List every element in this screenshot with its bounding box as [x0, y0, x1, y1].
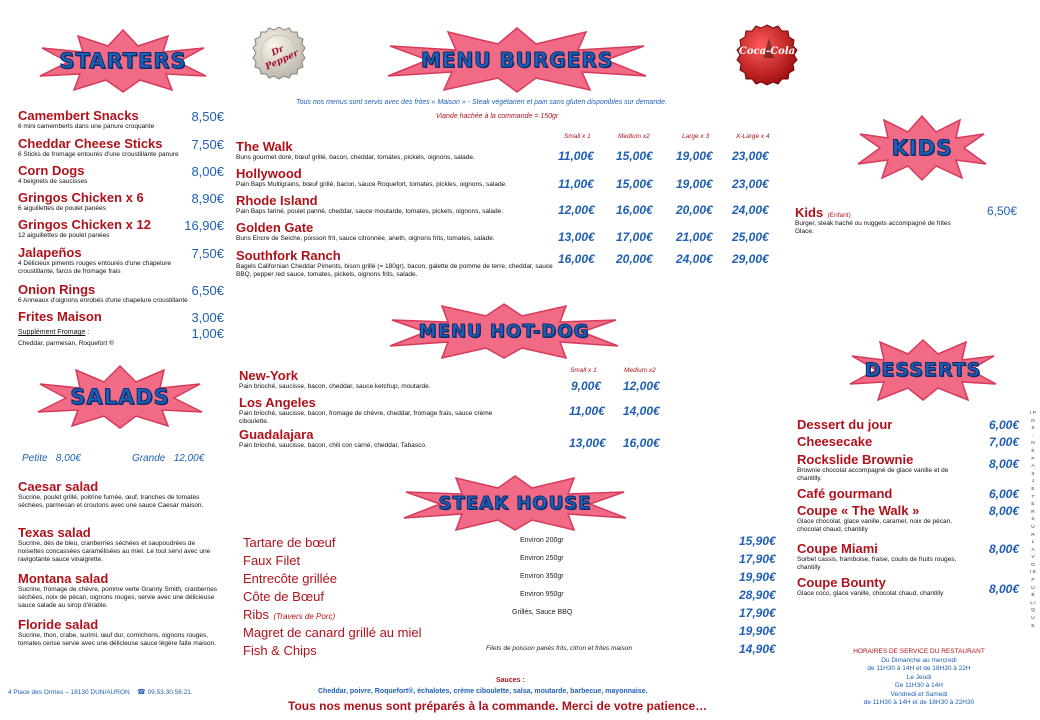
list-item [797, 576, 1019, 600]
kids-item [795, 204, 1021, 236]
item-desc: Pain Baps Multigrains, bœuf grillé, bacon, sauce Roquefort, tomates, pickles, oignons, salade. [236, 181, 507, 188]
hours-line: de 11H30 à 14H et de 18H30 à 22H30 [863, 699, 975, 706]
list-item [18, 480, 218, 526]
item-name: Rhode Island [236, 193, 318, 208]
item-price: 16,00€ [616, 203, 653, 217]
item-tag: (Enfant) [827, 212, 851, 219]
item-desc: Sucrine, dés de bleu, cranberries séchées et saupoudrées de noisettes concassées caramélisées au miel. Le tout servi avec une ravigotante sauce vinaigrette. [18, 540, 211, 563]
item-price: 17,00€ [616, 230, 653, 244]
steaks-list [243, 534, 783, 660]
item-price: 8,00€ [988, 542, 1019, 556]
item-price: 8,50€ [191, 109, 224, 124]
item-price: 28,90€ [739, 588, 776, 602]
item-price: 8,00€ [191, 164, 224, 179]
item-name: Golden Gate [236, 220, 314, 235]
list-item [239, 428, 669, 454]
item-name: Coupe Miami [797, 541, 878, 556]
item-price: 7,00€ [988, 435, 1019, 449]
item-price: 11,00€ [558, 149, 594, 163]
item-price: 11,00€ [569, 404, 605, 418]
item-price: 6,00€ [988, 487, 1019, 501]
item-desc: 6 Sticks de fromage entourés d'une croustillante panure [18, 151, 179, 158]
item-desc: Bagels Californian Cheddar Piments, bison grillé (= 180gr), bacon, galette de pomme de terre, cheddar, sauce BBQ, pepper red sauce, tomates, pickels, oignons frits, salade. [236, 263, 553, 278]
hours-line: de 11H30 à 14H et de 18H30 à 22H [867, 665, 971, 672]
item-desc: Pain brioché, saucisse, bacon, chili con carné, cheddar, Tabasco. [239, 442, 427, 449]
drpepper-logo [252, 26, 306, 80]
hotdog-heading [388, 302, 620, 360]
item-price: 14,90€ [739, 642, 776, 656]
item-price: 9,00€ [571, 379, 602, 393]
item-price: 8,00€ [988, 582, 1019, 596]
item-desc: 4 beignets de saucisses [18, 178, 88, 185]
steak-title: STEAK HOUSE [438, 492, 592, 514]
size-label: Grande [132, 453, 166, 464]
item-desc: Burger, steak haché ou nuggets accompagné de frites Glace. [795, 220, 951, 235]
item-price: 6,00€ [988, 418, 1019, 432]
item-price: 11,00€ [558, 177, 594, 191]
hours-line: Du Dimanche au mercredi [881, 656, 957, 664]
salads-heading [36, 364, 204, 430]
list-item [236, 249, 784, 283]
sauces-title: Sauces : [496, 677, 525, 684]
list-item [18, 191, 224, 218]
item-desc: Sucrine, fromage de chèvre, pomme verte Granny Smith, cranberries séchées, noix de pécan, oignons rouges, servie avec une délicieuse sauce salade au sirop d'érable. [18, 586, 218, 609]
item-name: Cheddar Cheese Sticks [18, 136, 163, 151]
item-price: 29,00€ [732, 252, 769, 266]
list-item [243, 606, 783, 624]
item-desc: Pain Baps fariné, poulet panné, cheddar, sauce moutarde, tomates, pickels, oignons, salade. [236, 208, 504, 215]
item-desc: 4 Délicieux piments rouges entourés d'une chapelure croustillante, farcis de fromage frais [18, 260, 172, 275]
sauces-list: Cheddar, poivre, Roquefort®, échalotes, crème ciboulette, salsa, moutarde, barbecue, mayonnaise. [318, 688, 648, 695]
item-name: Ribs [243, 607, 270, 622]
starters-heading [38, 28, 208, 94]
item-price: 12,00€ [623, 379, 660, 393]
list-item [236, 167, 784, 194]
steak-heading [402, 474, 628, 532]
list-item [243, 642, 783, 660]
item-name: Los Angeles [239, 395, 316, 410]
item-name: Cheesecake [797, 434, 873, 449]
hours-line: Le Jeudi [906, 673, 932, 681]
item-name: Frites Maison [18, 309, 102, 324]
supplement-item [18, 328, 224, 352]
item-price: 13,00€ [558, 230, 595, 244]
item-price: 8,00€ [988, 504, 1019, 518]
item-name: Faux Filet [243, 553, 301, 568]
address-text: 4 Place des Ormes – 18130 DUN/AURON [8, 689, 130, 696]
item-price: 20,00€ [616, 252, 653, 266]
item-desc: Sucrine, poulet grillé, poitrine fumée, œuf, tranches de tomates séchées, parmesan et croutons avec une sauce Caesar maison. [18, 494, 204, 509]
cocacola-text: Coca-Cola [738, 46, 796, 57]
burgers-heading [386, 26, 648, 94]
list-item [797, 435, 1019, 453]
item-name: Côte de Bœuf [243, 589, 324, 604]
list-item [18, 218, 224, 246]
item-price: 23,00€ [732, 177, 769, 191]
item-price: 19,00€ [676, 177, 713, 191]
list-item [797, 542, 1019, 576]
item-name: Fish & Chips [243, 643, 317, 658]
cocacola-logo [736, 24, 798, 86]
item-name: Jalapeños [18, 245, 82, 260]
item-price: 16,00€ [558, 252, 595, 266]
hotdog-size-header: Small x 1 [570, 367, 597, 374]
salads-title: SALADS [70, 385, 170, 409]
item-name: Caesar salad [18, 479, 99, 494]
list-item [18, 109, 224, 137]
item-name: Onion Rings [18, 282, 96, 297]
item-name: Southfork Ranch [236, 248, 341, 263]
kids-heading [856, 114, 988, 182]
item-name: Magret de canard grillé au miel [243, 625, 422, 640]
item-detail: Environ 350gr [520, 573, 564, 580]
item-desc: Glace chocolat, glace vanille, caramel, noix de pécan, chocolat chaud, chantilly [797, 518, 953, 533]
list-item [797, 418, 1019, 435]
list-item [18, 618, 218, 664]
item-name: New-York [239, 368, 298, 383]
starters-list [18, 109, 224, 352]
size-label: Petite [22, 453, 48, 464]
size-price: 12,00€ [173, 453, 205, 464]
item-price: 21,00€ [676, 230, 713, 244]
item-desc: Buns gourmet doré, bœuf grillé, bacon, cheddar, tomates, pickels, oignons, salade. [236, 154, 475, 161]
item-name: Kids [795, 205, 824, 220]
item-price: 19,00€ [676, 149, 713, 163]
supplement-colon: : [85, 329, 90, 336]
item-name: Floride salad [18, 617, 99, 632]
item-desc: 6 mini camemberts dans une panure croquante [18, 123, 155, 130]
item-price: 19,90€ [739, 624, 776, 638]
item-desc: 6 aiguillettes de poulet panées [18, 205, 106, 212]
burger-size-header: Large x 3 [682, 133, 710, 140]
list-item [243, 534, 783, 552]
list-item [236, 140, 784, 167]
item-name: Gringos Chicken x 12 [18, 217, 151, 232]
burger-note-1: Tous nos menus sont servis avec des frites « Maison » - Steak végétarien et pain sans gluten disponibles sur demande. [296, 99, 667, 106]
item-name: Coupe « The Walk » [797, 503, 920, 518]
item-name: Texas salad [18, 525, 91, 540]
footer-address [8, 688, 193, 696]
footer-tagline: Tous nos menus sont préparés à la commande. Merci de votre patience… [288, 699, 708, 713]
item-name: Café gourmand [797, 486, 893, 501]
hours-title: HORAIRES DE SERVICE DU RESTAURANT [853, 648, 985, 655]
list-item [797, 504, 1019, 542]
list-item [18, 246, 224, 283]
hours-line: De 11H30 à 14H [895, 682, 943, 689]
item-price: 14,00€ [623, 404, 660, 418]
salads-list [18, 480, 218, 664]
phone-text: 09.53.30.56.21. [147, 689, 193, 696]
list-item [18, 572, 218, 618]
item-name: Coupe Bounty [797, 575, 886, 590]
item-price: 15,00€ [616, 149, 653, 163]
item-price: 15,00€ [616, 177, 653, 191]
item-detail: Environ 200gr [520, 537, 564, 544]
item-price: 8,90€ [191, 191, 224, 206]
item-desc: Brownie chocolat accompagné de glace vanille et de chantilly. [797, 467, 949, 482]
desserts-list [797, 418, 1019, 600]
phone-icon: ☎ [136, 689, 146, 696]
item-price: 6,50€ [191, 283, 224, 298]
list-item [243, 570, 783, 588]
list-item [797, 487, 1019, 504]
list-item [797, 453, 1019, 487]
item-price: 16,00€ [623, 436, 660, 450]
item-note: (Travers de Porc) [273, 612, 336, 621]
burger-note-2: Viande hachée à la commande = 150gr [436, 113, 559, 120]
opening-hours [838, 648, 1000, 708]
item-price: 25,00€ [732, 230, 769, 244]
burgers-list [236, 140, 784, 283]
item-price: 24,00€ [732, 203, 769, 217]
item-price: 7,50€ [191, 246, 224, 261]
item-desc: Glace coco, glace vanille, chocolat chaud, chantilly [797, 590, 944, 597]
supplement-label: Supplément Fromage [18, 329, 86, 336]
item-detail: Filets de poisson panés frits, citron et frites maison [486, 645, 632, 652]
item-name: Tartare de bœuf [243, 535, 336, 550]
hours-line: Vendredi et Samedi [890, 690, 948, 698]
desserts-heading [848, 338, 998, 402]
item-price: 23,00€ [732, 149, 769, 163]
salad-size-petite [22, 453, 81, 464]
starters-title: STARTERS [59, 49, 187, 73]
item-detail: Grillés, Sauce BBQ [512, 609, 573, 616]
item-price: 19,90€ [739, 570, 776, 584]
vertical-note: I P N S - N E P A S J E T E R S U R L A V O I E P U B L I Q U E [1030, 411, 1036, 629]
item-name: Hollywood [236, 166, 302, 181]
list-item [18, 526, 218, 572]
item-detail: Environ 950gr [520, 591, 564, 598]
item-price: 6,50€ [986, 204, 1017, 218]
item-name: Camembert Snacks [18, 108, 139, 123]
list-item [239, 396, 669, 428]
salad-size-grande [132, 453, 204, 464]
list-item [236, 194, 784, 221]
item-price: 7,50€ [191, 137, 224, 152]
item-price: 15,90€ [739, 534, 776, 548]
item-name: Dessert du jour [797, 417, 893, 432]
item-price: 24,00€ [676, 252, 713, 266]
item-desc: 6 Anneaux d'oignons enrobés d'une chapelure croustillante [18, 297, 188, 304]
hotdog-size-header: Medium x2 [624, 367, 656, 374]
item-price: 13,00€ [569, 436, 606, 450]
list-item [243, 552, 783, 570]
item-desc: Pain brioché, saucisse, bacon, fromage de chèvre, cheddar, fromage frais, sauce crème ciboulette. [239, 410, 493, 425]
burger-size-header: Medium x2 [618, 133, 650, 140]
item-name: Entrecôte grillée [243, 571, 337, 586]
item-desc: Pain brioché, saucisse, bacon, cheddar, sauce ketchup, moutarde. [239, 383, 431, 390]
list-item [243, 588, 783, 606]
item-name: Gringos Chicken x 6 [18, 190, 144, 205]
burgers-title: MENU BURGERS [420, 48, 614, 72]
list-item [243, 624, 783, 642]
list-item [239, 369, 669, 396]
item-name: Rockslide Brownie [797, 452, 914, 467]
desserts-title: DESSERTS [864, 359, 982, 381]
item-name: Guadalajara [239, 427, 314, 442]
list-item [236, 221, 784, 249]
item-price: 17,90€ [739, 552, 776, 566]
item-price: 3,00€ [191, 310, 224, 325]
list-item [18, 164, 224, 191]
size-price: 8,00€ [55, 453, 81, 464]
item-desc: Sucrine, thon, crabe, surimi, œuf dur, cornichons, oignons rouges, tomates cerise servie avec une délicieuse sauce légère faite maison. [18, 632, 216, 647]
item-price: 20,00€ [676, 203, 713, 217]
item-price: 17,90€ [739, 606, 776, 620]
list-item [18, 283, 224, 310]
item-name: Corn Dogs [18, 163, 85, 178]
drpepper-text: Dr Pepper [263, 44, 301, 73]
item-detail: Environ 250gr [520, 555, 564, 562]
item-price: 12,00€ [558, 203, 595, 217]
supplement-price: 1,00€ [191, 326, 224, 341]
hotdogs-list [239, 369, 669, 454]
kids-title: KIDS [891, 136, 953, 160]
item-name: The Walk [236, 139, 293, 154]
list-item [18, 137, 224, 164]
hotdog-title: MENU HOT-DOG [418, 320, 590, 342]
item-desc: Buns Encre de Seiche, poisson frit, sauce citronnée, aneth, oignons frits, tomates, salade. [236, 235, 495, 242]
item-price: 8,00€ [988, 457, 1019, 471]
item-price: 16,90€ [184, 218, 224, 233]
supplement-desc: Cheddar, parmesan, Roquefort ® [18, 340, 114, 347]
item-desc: Sorbet cassis, framboise, fraise, coulis de fruits rouges, chantilly [797, 556, 957, 571]
item-name: Montana salad [18, 571, 109, 586]
burger-size-header: Small x 1 [564, 133, 591, 140]
item-desc: 12 aiguillettes de poulet panées [18, 232, 110, 239]
burger-size-header: X-Large x 4 [736, 133, 770, 140]
